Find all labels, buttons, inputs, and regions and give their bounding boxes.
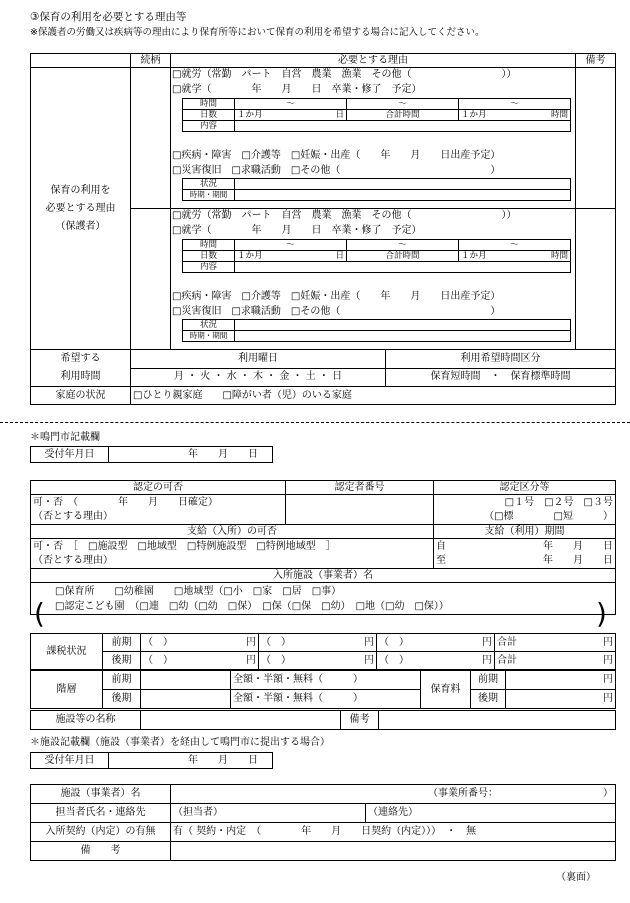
right-bracket: ): [596, 597, 607, 630]
approval-header: 認定の可否: [31, 481, 286, 495]
work-line-2[interactable]: □就労（常勤 パート 自営 農業 漁業 その他（ ））: [172, 210, 517, 221]
period-label: 時期・期間: [183, 190, 235, 201]
work-line-1[interactable]: □就労（常勤 パート 自営 農業 漁業 その他（ ））: [172, 69, 517, 80]
fee-second-term: 後期: [471, 690, 506, 709]
illness-line-2[interactable]: □疾病・障害 □介護等 □妊娠・出産（ 年 月 日出産予定）: [172, 291, 501, 302]
days-of-use-header: 利用曜日: [131, 350, 386, 369]
supply-field[interactable]: [31, 539, 434, 569]
facility-remarks-label: 備 考: [31, 842, 171, 861]
from-date: 年 月 日: [543, 540, 613, 552]
family-label: 家庭の状況: [31, 387, 131, 405]
tax-second-total[interactable]: 合計 円: [495, 652, 616, 670]
category-field[interactable]: [434, 495, 616, 525]
time-range-2[interactable]: ～: [347, 99, 459, 110]
blank-header-cell: [31, 54, 131, 68]
supply-line2: （否とする理由）: [33, 554, 113, 566]
tax-label: 課税状況: [31, 634, 103, 670]
supply-header: 支給（入所）の可否: [31, 525, 434, 539]
reverse-side-label: （裏面）: [556, 872, 596, 883]
tier-label: 階層: [31, 671, 103, 709]
staff-name-field[interactable]: （担当者）: [171, 804, 366, 823]
tax-second-3[interactable]: （ ） 円: [377, 652, 495, 670]
approval-line2: （否とする理由）: [33, 510, 113, 522]
tax-first-3[interactable]: （ ） 円: [377, 634, 495, 652]
period-field[interactable]: [235, 190, 571, 201]
time-range-2[interactable]: ～: [347, 240, 459, 251]
status-table-1: [182, 178, 571, 201]
facility-received-table: [30, 752, 273, 769]
tier-second-blank[interactable]: [141, 690, 231, 709]
facility-section-header: ＊施設記載欄（施設（事業者）を経由して鳴門市に提出する場合）: [30, 737, 330, 748]
relation-cell-2[interactable]: [131, 209, 171, 350]
tax-first-2[interactable]: （ ） 円: [259, 634, 377, 652]
period-field[interactable]: [235, 331, 571, 342]
total-time-label: 合計時間: [347, 110, 459, 121]
content-field[interactable]: [235, 121, 571, 132]
tax-table: [30, 633, 616, 670]
content-field[interactable]: [235, 262, 571, 273]
status-label: 状況: [183, 179, 235, 190]
city-received-date[interactable]: 年 月 日: [109, 447, 273, 463]
days-label: 日数: [183, 251, 235, 262]
facility-name-field[interactable]: [141, 711, 341, 730]
time-range-1[interactable]: ～: [235, 99, 347, 110]
category-header: 認定区分等: [434, 481, 616, 495]
tax-second-1[interactable]: （ ） 円: [141, 652, 259, 670]
fee-first-value[interactable]: 円: [506, 671, 616, 690]
to-date: 年 月 日: [543, 554, 613, 566]
facility-name-label: 施設等の名称: [31, 711, 141, 730]
city-section-header: ＊鳴門市記載欄: [30, 432, 100, 443]
city-remarks-field[interactable]: [379, 711, 616, 730]
side-label-line1: 保育の利用を: [50, 184, 111, 196]
section3-note: ※保護者の労働又は疾病等の理由により保育所等において保育の利用を希望する場合に記入してください。: [30, 27, 485, 38]
time-label: 時間: [183, 99, 235, 110]
tier-second-term: 後期: [103, 690, 141, 709]
fee-first-term: 前期: [471, 671, 506, 690]
city-received-label: 受付年月日: [31, 447, 109, 463]
facility-info-table: [30, 784, 616, 861]
facility-line1: □保育所 □幼稚園 □地域型（□小 □家 □居 □事）: [55, 585, 342, 597]
hope-label: 希望する 利用時間: [31, 350, 131, 387]
work-detail-table-1: [182, 98, 571, 132]
facility-received-date[interactable]: 年 月 日: [109, 753, 273, 769]
study-line-1[interactable]: □就学（ 年 月 日 卒業・修了 予定）: [172, 84, 422, 95]
tier-first-blank[interactable]: [141, 671, 231, 690]
time-range-1[interactable]: ～: [235, 240, 347, 251]
relation-header: 続柄: [131, 54, 171, 68]
tier-table: [30, 670, 616, 709]
status-label: 状況: [183, 320, 235, 331]
facility-received-label: 受付年月日: [31, 753, 109, 769]
supply-line1: 可・否 ［ □施設型 □地域型 □特例施設型 □特例地域型 ］: [33, 540, 336, 552]
facility-header: 入所施設（事業者）名: [31, 569, 616, 583]
city-remarks-label: 備考: [341, 711, 379, 730]
tier-first-term: 前期: [103, 671, 141, 690]
facility-name-row-label: 施設（事業者）名: [31, 785, 171, 804]
supply-period-field[interactable]: [434, 539, 616, 569]
days-per-month[interactable]: １か月 日: [235, 110, 347, 121]
approval-number-field[interactable]: [286, 495, 434, 525]
time-category-options[interactable]: 保育短時間 ・ 保育標準時間: [386, 368, 616, 387]
reason-header: 必要とする理由: [171, 54, 576, 68]
cut-line: [0, 422, 630, 423]
category-line2: （□標 □短 ）: [484, 510, 613, 522]
fee-second-value[interactable]: 円: [506, 690, 616, 709]
time-category-header: 利用希望時間区分: [386, 350, 616, 369]
facility-line2: □認定こども園 （□連 □幼（□幼 □保） □保（□保 □幼） □地（□幼 □保））: [55, 600, 449, 612]
category-line1: □１号 □２号 □３号: [504, 496, 613, 508]
contract-field[interactable]: 有（ 契約・内定 （ 年 月 日契約（内定））） ・ 無: [171, 823, 616, 842]
remarks-cell-1[interactable]: [576, 68, 616, 209]
study-line-2[interactable]: □就学（ 年 月 日 卒業・修了 予定）: [172, 225, 422, 236]
city-received-table: [30, 446, 273, 463]
supply-period-header: 支給（利用）期間: [434, 525, 616, 539]
office-number-field[interactable]: （事業所番号： ）: [171, 785, 616, 804]
disaster-line-2[interactable]: □災害復旧 □求職活動 □その他（ ）: [172, 306, 501, 317]
content-label: 内容: [183, 262, 235, 273]
status-field[interactable]: [235, 320, 571, 331]
remarks-cell-2[interactable]: [576, 209, 616, 350]
facility-remarks-field[interactable]: [171, 842, 616, 861]
tax-second-2[interactable]: （ ） 円: [259, 652, 377, 670]
family-options[interactable]: □ひとり親家庭 □障がい者（児）のいる家庭: [131, 387, 616, 405]
hours-per-month[interactable]: １か月 時間: [459, 110, 571, 121]
tax-first-term: 前期: [103, 634, 141, 652]
time-label: 時間: [183, 240, 235, 251]
days-label: 日数: [183, 110, 235, 121]
contract-label: 入所契約（内定）の有無: [31, 823, 171, 842]
facility-name-table: [30, 710, 616, 730]
tax-first-1[interactable]: （ ） 円: [141, 634, 259, 652]
fee-label: 保育料: [421, 671, 471, 709]
days-per-month[interactable]: １か月 日: [235, 251, 347, 262]
illness-line-1[interactable]: □疾病・障害 □介護等 □妊娠・出産（ 年 月 日出産予定）: [172, 150, 501, 161]
approval-line1: 可・否 （ 年 月 日確定）: [33, 496, 218, 508]
from-label: 自: [436, 540, 446, 552]
status-field[interactable]: [235, 179, 571, 190]
remarks-header: 備考: [576, 54, 616, 68]
approval-table: [30, 480, 616, 615]
to-label: 至: [436, 554, 446, 566]
approval-field[interactable]: [31, 495, 286, 525]
disaster-line-1[interactable]: □災害復旧 □求職活動 □その他（ ）: [172, 165, 501, 176]
content-label: 内容: [183, 121, 235, 132]
relation-cell-1[interactable]: [131, 68, 171, 209]
facility-options[interactable]: [31, 583, 616, 615]
work-detail-table-2: [182, 239, 571, 273]
total-time-label: 合計時間: [347, 251, 459, 262]
status-table-2: [182, 319, 571, 342]
reason-side-label: [31, 68, 131, 350]
hours-per-month[interactable]: １か月 時間: [459, 251, 571, 262]
period-label: 時期・期間: [183, 331, 235, 342]
usage-table: [30, 349, 616, 405]
tax-second-term: 後期: [103, 652, 141, 670]
time-range-3[interactable]: ～: [459, 240, 571, 251]
approval-number-header: 認定者番号: [286, 481, 434, 495]
staff-label: 担当者氏名・連絡先: [31, 804, 171, 823]
side-label-line2: 必要とする理由: [45, 202, 116, 214]
section3-title: ③保育の利用を必要とする理由等: [30, 11, 187, 23]
left-bracket: (: [34, 597, 45, 630]
time-range-3[interactable]: ～: [459, 99, 571, 110]
tier-second-value[interactable]: 全額・半額・無料（ ）: [231, 690, 421, 709]
side-label-line3: （保護者）: [55, 220, 106, 232]
tax-first-total[interactable]: 合計 円: [495, 634, 616, 652]
staff-contact-field[interactable]: （連絡先）: [366, 804, 616, 823]
weekdays-options[interactable]: 月 ・ 火 ・ 水 ・ 木 ・ 金 ・ 土 ・ 日: [131, 368, 386, 387]
tier-first-value[interactable]: 全額・半額・無料（ ）: [231, 671, 421, 690]
